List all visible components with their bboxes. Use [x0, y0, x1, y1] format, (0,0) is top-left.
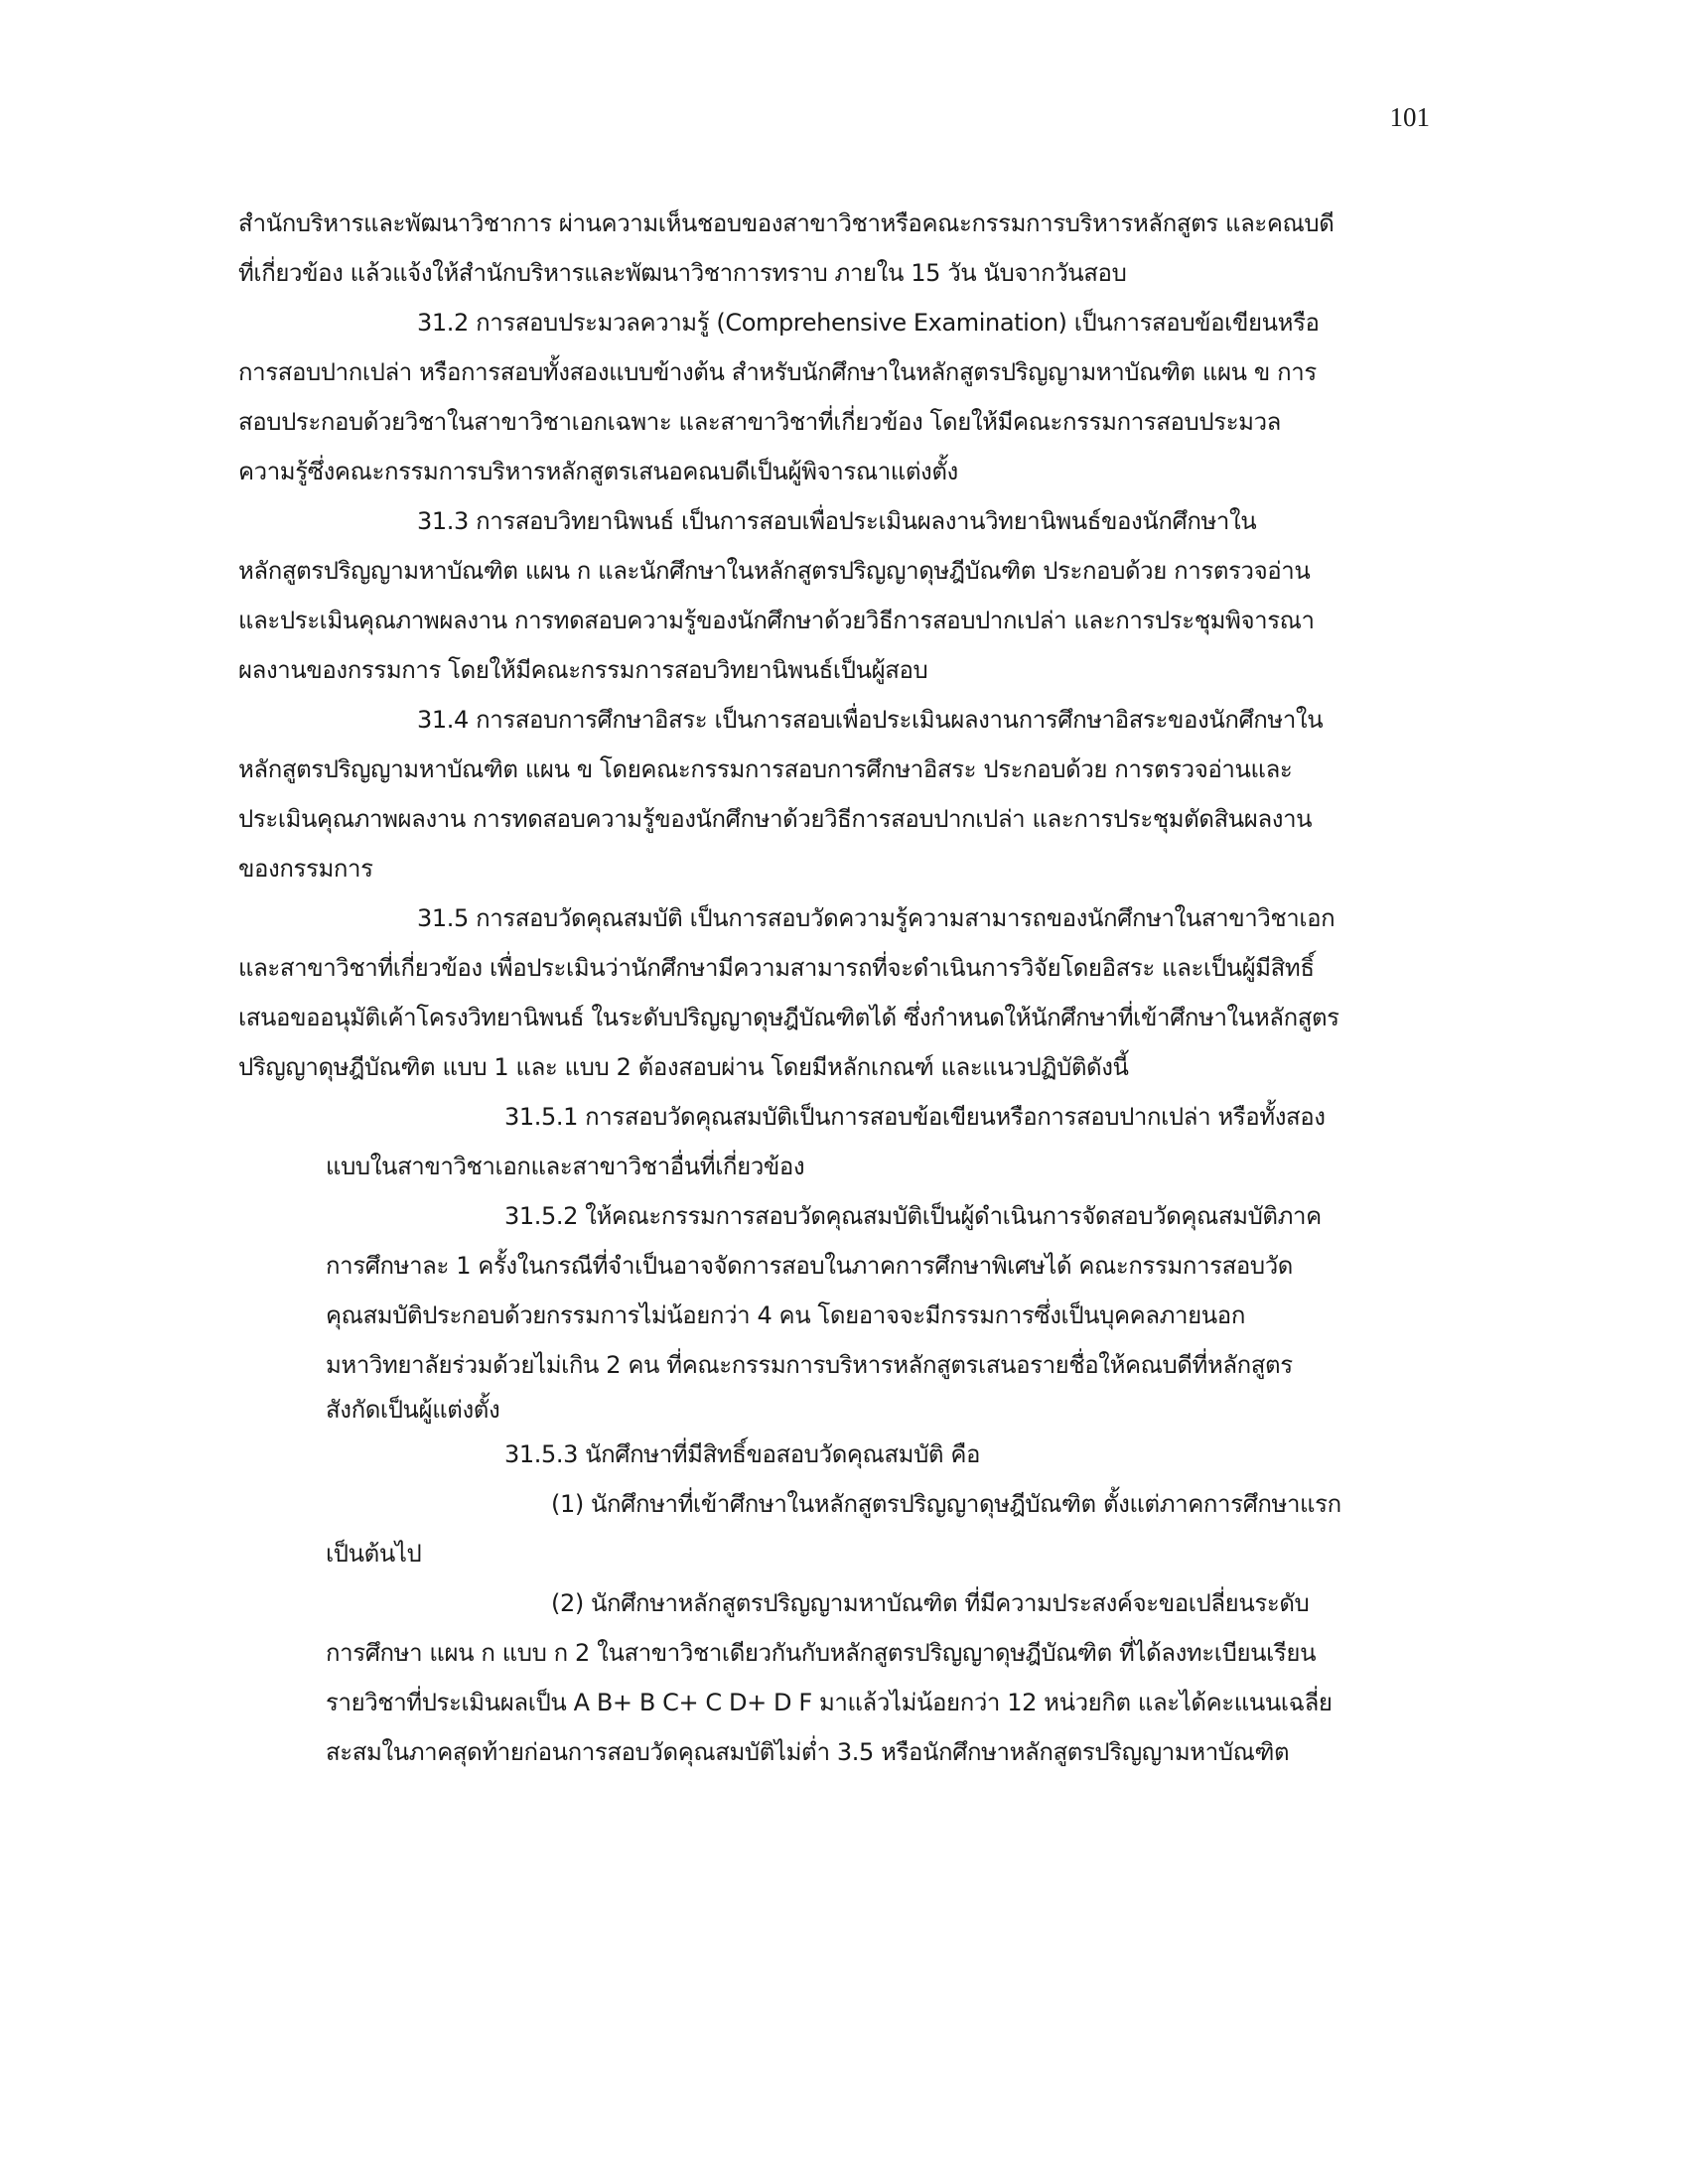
text-line: ความรู้ซึ่งคณะกรรมการบริหารหลักสูตรเสนอคณบดีเป็นผู้พิจารณาแต่งตั้ง — [238, 458, 958, 485]
item-2-heading: (2) นักศึกษาหลักสูตรปริญญามหาบัณฑิต ที่มีความประสงค์จะขอเปลี่ยนระดับ — [551, 1589, 1310, 1617]
text-line: และประเมินคุณภาพผลงาน การทดสอบความรู้ของนักศึกษาด้วยวิธีการสอบปากเปล่า และการประชุมพิจารณา — [238, 607, 1315, 634]
text-line: การสอบปากเปล่า หรือการสอบทั้งสองแบบข้างต้น สำหรับนักศึกษาในหลักสูตรปริญญามหาบัณฑิต แผน ข การ — [238, 358, 1317, 386]
text-line: ของกรรมการ — [238, 855, 373, 883]
text-line: รายวิชาที่ประเมินผลเป็น A B+ B C+ C D+ D F มาแล้วไม่น้อยกว่า 12 หน่วยกิต และได้คะแนนเฉลี่ย — [326, 1689, 1333, 1716]
text-line: ประเมินคุณภาพผลงาน การทดสอบความรู้ของนักศึกษาด้วยวิธีการสอบปากเปล่า และการประชุมตัดสินผลงาน — [238, 805, 1313, 833]
text-line: หลักสูตรปริญญามหาบัณฑิต แผน ก และนักศึกษาในหลักสูตรปริญญาดุษฎีบัณฑิต ประกอบด้วย การตรวจอ่าน — [238, 557, 1311, 585]
clause-31-3-heading: 31.3 การสอบวิทยานิพนธ์ เป็นการสอบเพื่อประเมินผลงานวิทยานิพนธ์ของนักศึกษาใน — [417, 507, 1257, 535]
clause-31-5-1-heading: 31.5.1 การสอบวัดคุณสมบัติเป็นการสอบข้อเขียนหรือการสอบปากเปล่า หรือทั้งสอง — [504, 1103, 1326, 1131]
text-line: หลักสูตรปริญญามหาบัณฑิต แผน ข โดยคณะกรรมการสอบการศึกษาอิสระ ประกอบด้วย การตรวจอ่านและ — [238, 755, 1293, 783]
clause-31-5-2-heading: 31.5.2 ให้คณะกรรมการสอบวัดคุณสมบัติเป็นผู้ดำเนินการจัดสอบวัดคุณสมบัติภาค — [504, 1202, 1322, 1230]
text-line: และสาขาวิชาที่เกี่ยวข้อง เพื่อประเมินว่านักศึกษามีความสามารถที่จะดำเนินการวิจัยโดยอิสระ และเป็นผู้มีสิทธิ์ — [238, 954, 1315, 982]
text-line: ที่เกี่ยวข้อง แล้วแจ้งให้สำนักบริหารและพัฒนาวิชาการทราบ ภายใน 15 วัน นับจากวันสอบ — [238, 259, 1127, 287]
text-line: ปริญญาดุษฎีบัณฑิต แบบ 1 และ แบบ 2 ต้องสอบผ่าน โดยมีหลักเกณฑ์ และแนวปฏิบัติดังนี้ — [238, 1053, 1129, 1081]
item-1-heading: (1) นักศึกษาที่เข้าศึกษาในหลักสูตรปริญญาดุษฎีบัณฑิต ตั้งแต่ภาคการศึกษาแรก — [551, 1490, 1341, 1518]
clause-31-4-heading: 31.4 การสอบการศึกษาอิสระ เป็นการสอบเพื่อประเมินผลงานการศึกษาอิสระของนักศึกษาใน — [417, 706, 1324, 734]
text-line: การศึกษาละ 1 ครั้งในกรณีที่จำเป็นอาจจัดการสอบในภาคการศึกษาพิเศษได้ คณะกรรมการสอบวัด — [326, 1252, 1293, 1280]
page-number: 101 — [1389, 102, 1430, 132]
text-line: สะสมในภาคสุดท้ายก่อนการสอบวัดคุณสมบัติไม่ต่ำ 3.5 หรือนักศึกษาหลักสูตรปริญญามหาบัณฑิต — [326, 1738, 1290, 1766]
text-line: สำนักบริหารและพัฒนาวิชาการ ผ่านความเห็นชอบของสาขาวิชาหรือคณะกรรมการบริหารหลักสูตร และคณบดี — [238, 209, 1335, 237]
text-line: ผลงานของกรรมการ โดยให้มีคณะกรรมการสอบวิทยานิพนธ์เป็นผู้สอบ — [238, 656, 928, 684]
clause-31-5-heading: 31.5 การสอบวัดคุณสมบัติ เป็นการสอบวัดความรู้ความสามารถของนักศึกษาในสาขาวิชาเอก — [417, 904, 1336, 932]
clause-31-2-heading: 31.2 การสอบประมวลความรู้ (Comprehensive Examination) เป็นการสอบข้อเขียนหรือ — [417, 309, 1320, 337]
text-line: เสนอขออนุมัติเค้าโครงวิทยานิพนธ์ ในระดับปริญญาดุษฎีบัณฑิตได้ ซึ่งกำหนดให้นักศึกษาที่เข้าศึกษาในหลักสูตร — [238, 1004, 1339, 1031]
text-line: คุณสมบัติประกอบด้วยกรรมการไม่น้อยกว่า 4 คน โดยอาจจะมีกรรมการซึ่งเป็นบุคคลภายนอก — [326, 1301, 1245, 1329]
text-line: แบบในสาขาวิชาเอกและสาขาวิชาอื่นที่เกี่ยวข้อง — [326, 1153, 805, 1180]
text-line: สังกัดเป็นผู้แต่งตั้ง — [326, 1396, 500, 1424]
text-line: เป็นต้นไป — [326, 1540, 422, 1568]
text-line: การศึกษา แผน ก แบบ ก 2 ในสาขาวิชาเดียวกันกับหลักสูตรปริญญาดุษฎีบัณฑิต ที่ได้ลงทะเบียนเรียน — [326, 1639, 1317, 1667]
text-line: สอบประกอบด้วยวิชาในสาขาวิชาเอกเฉพาะ และสาขาวิชาที่เกี่ยวข้อง โดยให้มีคณะกรรมการสอบประมวล — [238, 408, 1281, 436]
document-body — [238, 199, 1440, 1777]
clause-31-5-3-heading: 31.5.3 นักศึกษาที่มีสิทธิ์ขอสอบวัดคุณสมบัติ คือ — [504, 1440, 981, 1468]
text-line: มหาวิทยาลัยร่วมด้วยไม่เกิน 2 คน ที่คณะกรรมการบริหารหลักสูตรเสนอรายชื่อให้คณบดีที่หลักสูตร — [326, 1351, 1293, 1379]
